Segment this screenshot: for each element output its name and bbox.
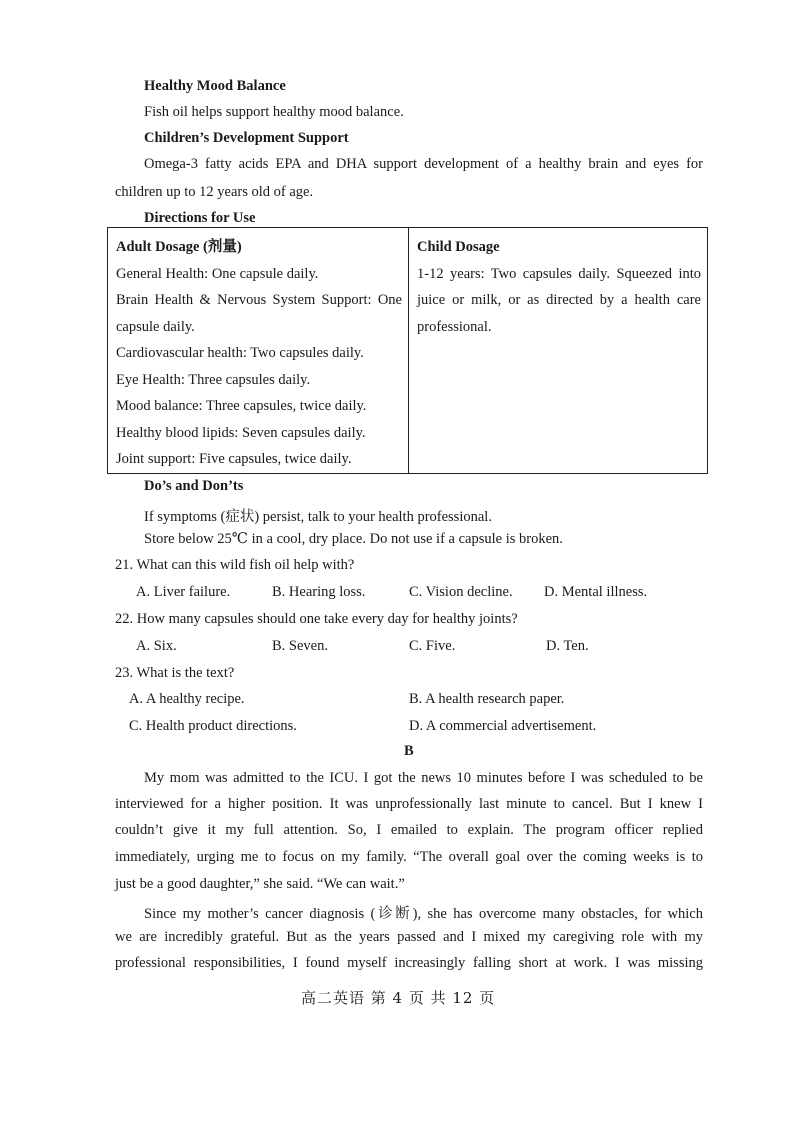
question-21-stem: 21. What can this wild fish oil help with? [115, 557, 355, 573]
passage-line: we are incredibly grateful. But as the years passed and I mixed my caregiving role with my [115, 929, 703, 945]
q21-option-b: B. Hearing loss. [272, 584, 366, 600]
adult-row: Cardiovascular health: Two capsules daily. [116, 345, 364, 361]
q23-option-b: B. A health research paper. [409, 691, 565, 707]
adult-row: General Health: One capsule daily. [116, 265, 319, 282]
question-23-stem: 23. What is the text? [115, 665, 235, 681]
adult-dosage-header: Adult Dosage (剂量) [116, 239, 242, 255]
adult-row: Mood balance: Three capsules, twice daily. [116, 398, 367, 414]
child-row: juice or milk, or as directed by a health care [417, 292, 701, 308]
q22-option-b: B. Seven. [272, 638, 328, 654]
q23-option-a: A. A healthy recipe. [129, 691, 245, 707]
adult-dosage-cell [108, 228, 409, 474]
passage-line: immediately, urging me to focus on my family. “The overall goal over the coming weeks is to [115, 849, 703, 865]
heading-mood: Healthy Mood Balance [144, 78, 286, 94]
text-children-1: Omega-3 fatty acids EPA and DHA support development of a healthy brain and eyes for [144, 156, 703, 172]
question-22-stem: 22. How many capsules should one take every day for healthy joints? [115, 611, 518, 627]
passage-line: professional responsibilities, I found myself increasingly falling short at work. I was missing [115, 955, 703, 971]
child-row: professional. [417, 318, 492, 335]
heading-dos: Do’s and Don’ts [144, 478, 244, 494]
adult-row: Joint support: Five capsules, twice daily. [116, 451, 352, 467]
dos-line-1: If symptoms (症状) persist, talk to your health professional. [144, 509, 492, 525]
page-footer: 高二英语 第 4 页 共 12 页 [301, 989, 496, 1007]
passage-b-label: B [404, 743, 414, 759]
q22-option-a: A. Six. [136, 638, 177, 654]
adult-row: Brain Health & Nervous System Support: One [116, 292, 402, 308]
adult-row: Healthy blood lipids: Seven capsules daily. [116, 424, 366, 441]
dosage-table [107, 227, 708, 474]
q21-option-d: D. Mental illness. [544, 584, 648, 600]
child-row: 1-12 years: Two capsules daily. Squeezed into [417, 265, 701, 282]
adult-row: capsule daily. [116, 318, 195, 335]
passage-line: My mom was admitted to the ICU. I got the news 10 minutes before I was scheduled to be [144, 770, 703, 786]
q23-option-d: D. A commercial advertisement. [409, 718, 597, 734]
q23-option-c: C. Health product directions. [129, 718, 297, 734]
q21-option-a: A. Liver failure. [136, 584, 231, 600]
passage-line: just be a good daughter,” she said. “We can wait.” [115, 876, 405, 892]
passage-line: couldn’t give it my full attention. So, I emailed to explain. The program officer replied [115, 822, 703, 838]
heading-directions: Directions for Use [144, 210, 256, 226]
adult-row: Eye Health: Three capsules daily. [116, 371, 311, 388]
child-dosage-cell [409, 228, 708, 474]
text-children-2: children up to 12 years old of age. [115, 184, 314, 200]
q21-option-c: C. Vision decline. [409, 584, 513, 600]
q22-option-d: D. Ten. [546, 638, 589, 654]
q22-option-c: C. Five. [409, 638, 456, 654]
child-dosage-header: Child Dosage [417, 239, 500, 255]
dos-line-2: Store below 25℃ in a cool, dry place. Do not use if a capsule is broken. [144, 531, 563, 547]
passage-line: Since my mother’s cancer diagnosis (诊断), she has overcome many obstacles, for which [144, 906, 703, 922]
text-mood: Fish oil helps support healthy mood balance. [144, 104, 404, 120]
passage-line: interviewed for a higher position. It was unprofessionally last minute to cancel. But I knew I [115, 796, 703, 812]
heading-children: Children’s Development Support [144, 130, 349, 146]
